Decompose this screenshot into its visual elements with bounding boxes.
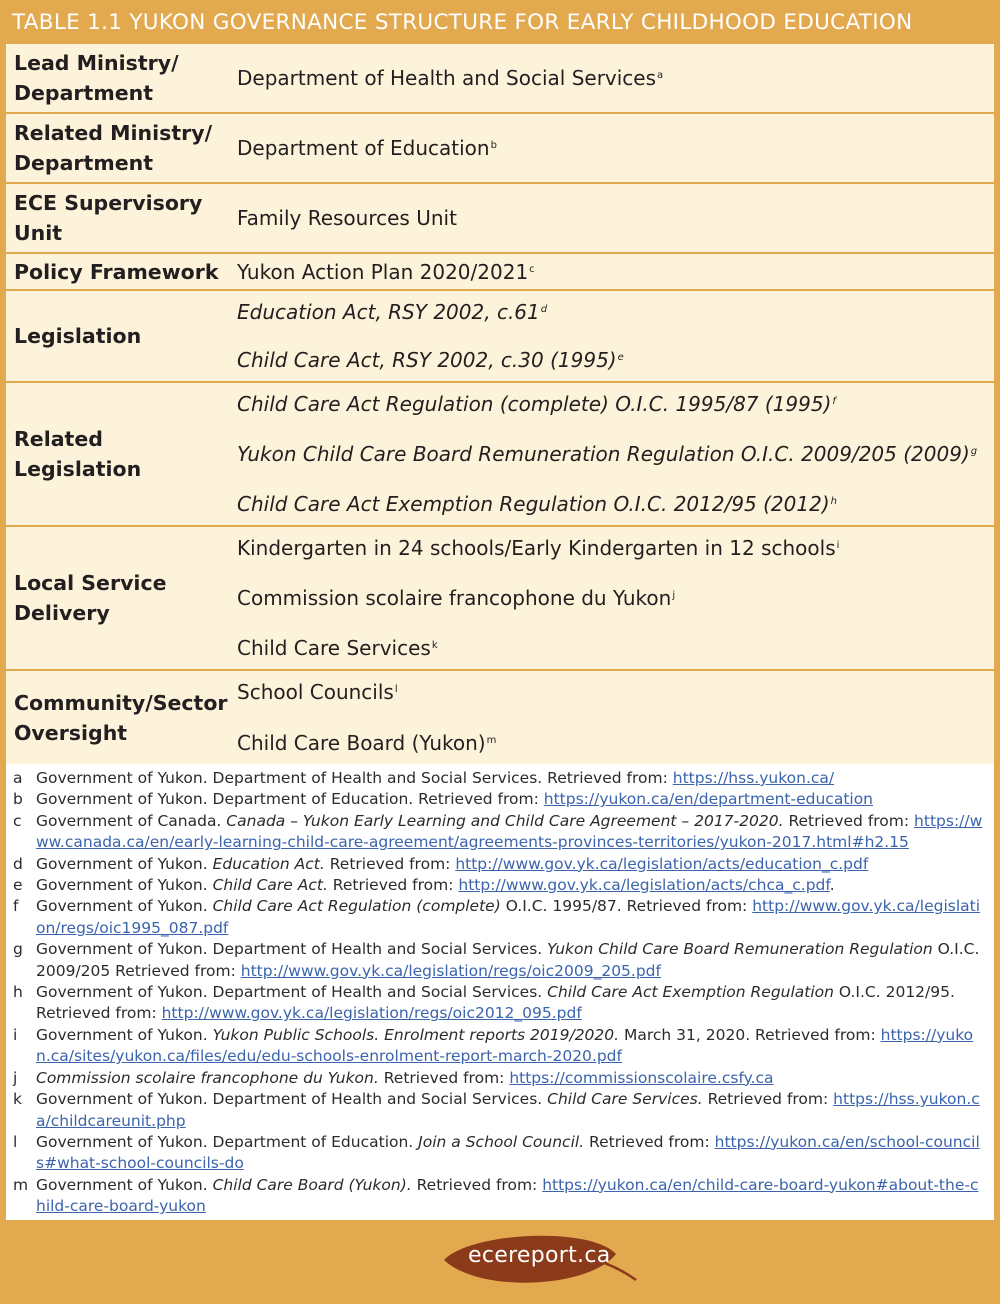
row-label: Community/Sector Oversight bbox=[14, 690, 228, 745]
footnote-link[interactable]: https://yukon.ca/en/department-education bbox=[543, 790, 874, 809]
footnote-link[interactable]: https://yukon.ca/en/school-councils#what-school-councils-do bbox=[36, 1132, 980, 1173]
row-label: Local Service Delivery bbox=[14, 571, 167, 625]
table-row bbox=[6, 383, 994, 527]
footnotes bbox=[6, 764, 994, 1220]
row-value: Education Act, RSY 2002, c.61$^d$ bbox=[237, 300, 548, 324]
footnote-link[interactable]: https://yukon.ca/sites/yukon.ca/files/edu/edu-schools-enrolment-report-march-2020.pdf bbox=[36, 1025, 974, 1066]
footnote: b Government of Yukon. Department of Education. Retrieved from: https://yukon.ca/en/department-education bbox=[13, 790, 874, 809]
footnote: i Government of Yukon. Yukon Public Schools. Enrolment reports 2019/2020. March 31, 2020. Retrieved from: https://yukon.ca/sites/yukon.ca/files/edu/edu-schools-enrolment-report-march-2020.pdf bbox=[13, 1025, 974, 1066]
row-label: Legislation bbox=[14, 324, 142, 348]
row-value: Yukon Action Plan 2020/2021$^c$ bbox=[237, 259, 535, 284]
footnote: a Government of Yukon. Department of Health and Social Services. Retrieved from: https://hss.yukon.ca/ bbox=[13, 769, 835, 787]
footnote: c Government of Canada. Canada – Yukon Early Learning and Child Care Agreement – 2017-2020. Retrieved from: https://www.canada.ca/en/early-learning-child-care-agreement/agreements-provinces-territories/yukon-2017.html#h2.15 bbox=[13, 811, 983, 852]
row-value: Child Care Board (Yukon)$^m$ bbox=[237, 731, 497, 755]
row-value: Department of Health and Social Services$^a$ bbox=[237, 66, 664, 90]
table-row bbox=[6, 291, 994, 383]
footnote-link[interactable]: https://commissionscolaire.csfy.ca bbox=[509, 1068, 774, 1087]
table-row bbox=[6, 184, 994, 254]
row-value: School Councils$^l$ bbox=[237, 680, 398, 704]
footnote: j Commission scolaire francophone du Yukon. Retrieved from: https://commissionscolaire.csfy.ca bbox=[13, 1068, 774, 1087]
footnote: g Government of Yukon. Department of Health and Social Services. Yukon Child Care Board Remuneration Regulation O.I.C. 2009/205 Retrieved from: http://www.gov.yk.ca/legislation/regs/oic2009_205.pdf bbox=[13, 940, 980, 980]
footnote: e Government of Yukon. Child Care Act. Retrieved from: http://www.gov.yk.ca/legislation/acts/chca_c.pdf. bbox=[13, 876, 835, 895]
footnote-link[interactable]: http://www.gov.yk.ca/legislation/regs/oic2012_095.pdf bbox=[161, 1004, 582, 1023]
row-value: Child Care Act Exemption Regulation O.I.C. 2012/95 $(2012)^h$ bbox=[237, 492, 837, 516]
table-row bbox=[6, 44, 994, 114]
table-title: TABLE 1.1 YUKON GOVERNANCE STRUCTURE FOR EARLY CHILDHOOD EDUCATION bbox=[12, 10, 913, 35]
row-label: Related Legislation bbox=[14, 427, 142, 481]
row-value: Child Care Act, RSY 2002, c.30 $(1995)^e$ bbox=[237, 348, 624, 372]
footnote: f Government of Yukon. Child Care Act Regulation (complete) O.I.C. 1995/87. Retrieved from: http://www.gov.yk.ca/legislation/regs/oic1995_087.pdf bbox=[13, 897, 981, 937]
footnote-link[interactable]: https://hss.yukon.ca/ bbox=[672, 769, 835, 787]
footnote: l Government of Yukon. Department of Education. Join a School Council. Retrieved from: https://yukon.ca/en/school-councils#what-school-councils-do bbox=[13, 1132, 980, 1173]
footnote-link[interactable]: http://www.gov.yk.ca/legislation/regs/oic2009_205.pdf bbox=[240, 961, 661, 980]
row-label: Related Ministry/ Department bbox=[14, 121, 213, 175]
table-row bbox=[6, 254, 994, 291]
row-value: Child Care Services$^k$ bbox=[237, 636, 438, 660]
footnote: k Government of Yukon. Department of Health and Social Services. Child Care Services. Retrieved from: https://hss.yukon.ca/childcareunit.php bbox=[13, 1090, 980, 1130]
row-value: Yukon Child Care Board Remuneration Regulation O.I.C. 2009/205 $(2009)^g$ bbox=[237, 442, 978, 466]
table-row bbox=[6, 527, 994, 671]
row-label: ECE Supervisory Unit bbox=[14, 191, 203, 245]
footnote-link[interactable]: http://www.gov.yk.ca/legislation/acts/chca_c.pdf bbox=[458, 876, 830, 895]
site-logo[interactable]: ecereport.ca bbox=[468, 1243, 611, 1268]
footnote: d Government of Yukon. Education Act. Retrieved from: http://www.gov.yk.ca/legislation/acts/education_c.pdf bbox=[13, 854, 869, 873]
footnote-link[interactable]: http://www.gov.yk.ca/legislation/acts/education_c.pdf bbox=[455, 854, 869, 873]
governance-table bbox=[6, 44, 994, 764]
row-value: Commission scolaire francophone du Yukon$^j$ bbox=[237, 586, 676, 610]
footnote-link[interactable]: https://hss.yukon.ca/childcareunit.php bbox=[36, 1090, 980, 1130]
row-value: Child Care Act Regulation (complete) O.I.C. 1995/87 $(1995)^f$ bbox=[237, 392, 836, 416]
table-row bbox=[6, 114, 994, 184]
footnote-link[interactable]: http://www.gov.yk.ca/legislation/regs/oic1995_087.pdf bbox=[36, 897, 981, 937]
row-label: Lead Ministry/ Department bbox=[14, 51, 179, 105]
row-label: Policy Framework bbox=[14, 259, 219, 284]
table-row bbox=[6, 671, 994, 764]
row-value: Family Resources Unit bbox=[237, 206, 457, 230]
footnote: m Government of Yukon. Child Care Board (Yukon). Retrieved from: https://yukon.ca/en/child-care-board-yukon#about-the-child-care-board-yukon bbox=[13, 1175, 979, 1216]
footnote: h Government of Yukon. Department of Health and Social Services. Child Care Act Exemption Regulation O.I.C. 2012/95. Retrieved from: http://www.gov.yk.ca/legislation/regs/oic2012_095.pdf bbox=[13, 983, 955, 1023]
footnote-link[interactable]: https://www.canada.ca/en/early-learning-child-care-agreement/agreements-provinces-territories/yukon-2017.html#h2.15 bbox=[36, 811, 983, 852]
footnote-link[interactable]: https://yukon.ca/en/child-care-board-yukon#about-the-child-care-board-yukon bbox=[36, 1175, 979, 1216]
row-value: Department of Education$^b$ bbox=[237, 136, 497, 160]
row-value: Kindergarten in 24 schools/Early Kindergarten in 12 schools$^i$ bbox=[237, 536, 840, 560]
